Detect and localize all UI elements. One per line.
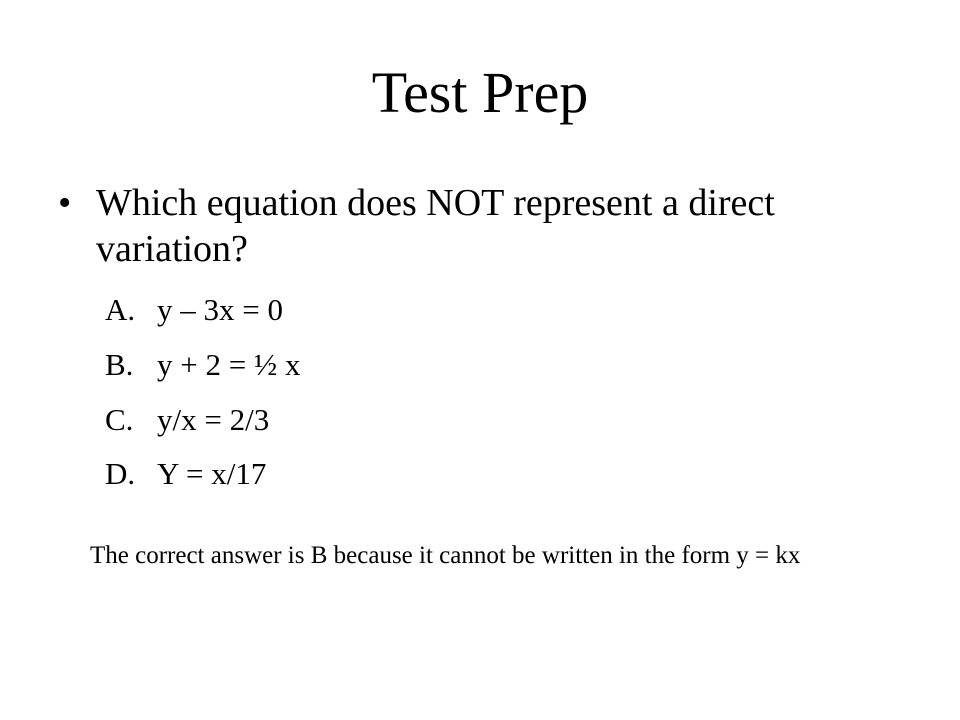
option-c (105, 402, 269, 438)
option-d (105, 456, 266, 492)
question-text: Which equation does NOT represent a direct variation? (96, 182, 775, 270)
option-letter: A. (105, 292, 136, 327)
option-equation: y/x = 2/3 (157, 402, 270, 437)
option-equation: Y = x/17 (157, 456, 267, 491)
bullet-point-icon: • (58, 182, 72, 224)
option-equation: y – 3x = 0 (157, 292, 283, 327)
option-letter: D. (105, 456, 136, 491)
option-a (105, 292, 283, 328)
option-equation: y + 2 = ½ x (157, 347, 301, 382)
option-letter: B. (105, 347, 134, 382)
slide-title: Test Prep (371, 60, 589, 125)
answer-explanation: The correct answer is B because it cannot be written in the form y = kx (90, 542, 801, 569)
option-b (105, 347, 300, 383)
option-letter: C. (105, 402, 134, 437)
